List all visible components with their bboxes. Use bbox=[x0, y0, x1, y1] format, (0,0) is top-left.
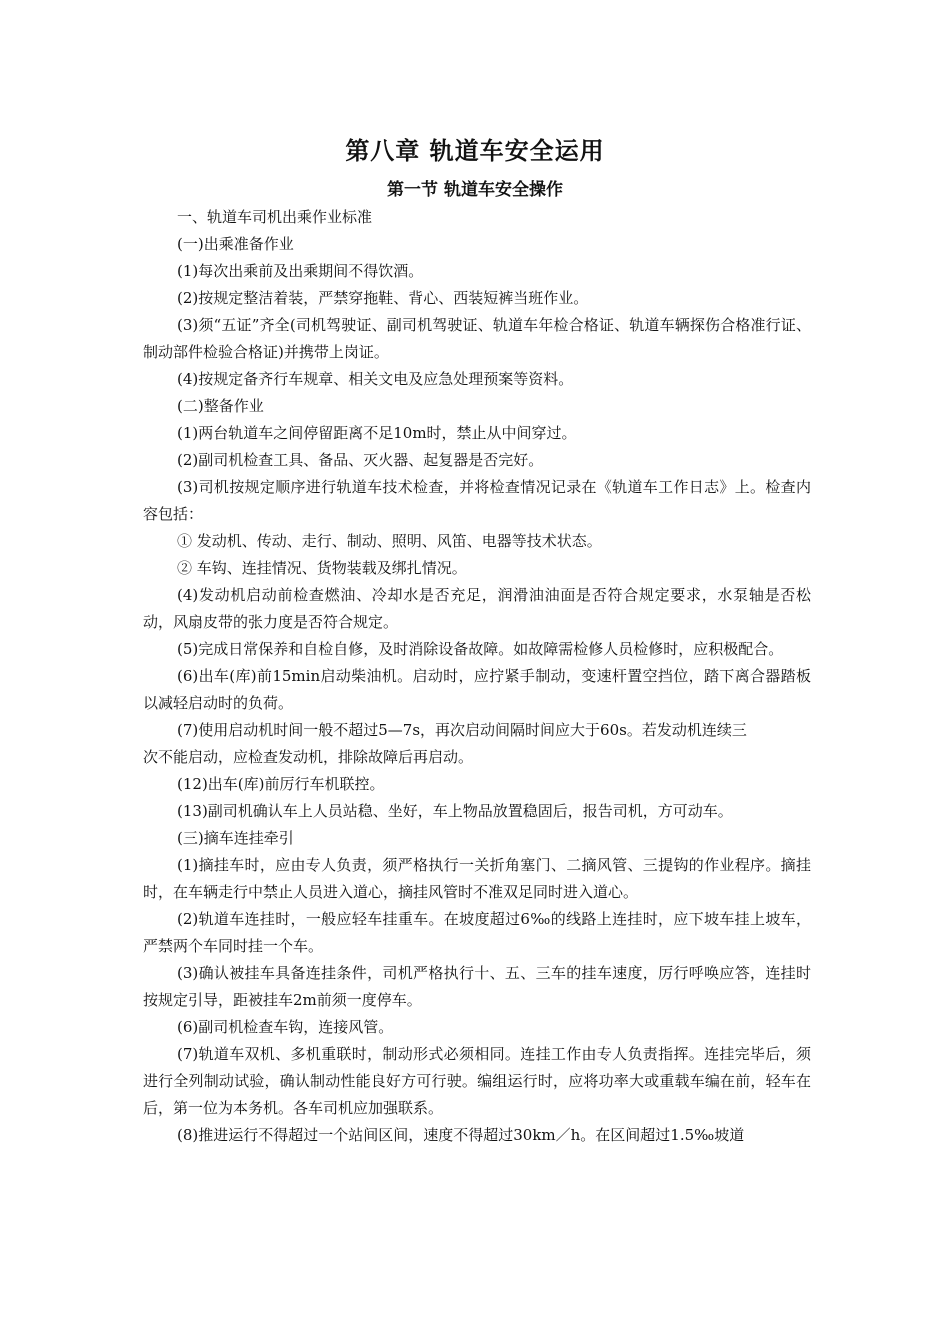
list-item: ① 发动机、传动、走行、制动、照明、风笛、电器等技术状态。 bbox=[177, 532, 602, 550]
subheading-servicing: (二)整备作业 bbox=[177, 397, 264, 415]
paragraph: (1)摘挂车时，应由专人负责，须严格执行一关折角塞门、二摘风管、三提钩的作业程序。摘挂时，在车辆走行中禁止人员进入道心，摘挂风管时不准双足同时进入道心。 bbox=[143, 856, 811, 901]
paragraph: (2)副司机检查工具、备品、灭火器、起复器是否完好。 bbox=[177, 451, 544, 469]
section-title: 第一节 轨道车安全操作 bbox=[387, 180, 563, 200]
paragraph: (12)出车(库)前厉行车机联控。 bbox=[177, 775, 385, 793]
paragraph: (8)推进运行不得超过一个站间区间，速度不得超过30km／h。在区间超过1.5‰坡道 bbox=[177, 1126, 745, 1144]
subheading-coupling: (三)摘车连挂牵引 bbox=[177, 829, 294, 847]
heading-driver-standard: 一、轨道车司机出乘作业标准 bbox=[177, 208, 373, 226]
paragraph: (1)每次出乘前及出乘期间不得饮酒。 bbox=[177, 262, 424, 280]
list-item: ② 车钩、连挂情况、货物装载及绑扎情况。 bbox=[177, 559, 467, 577]
subheading-preparation: (一)出乘准备作业 bbox=[177, 235, 294, 253]
paragraph: (6)副司机检查车钩，连接风管。 bbox=[177, 1018, 394, 1036]
chapter-title: 第八章 轨道车安全运用 bbox=[345, 137, 605, 165]
paragraph: (6)出车(库)前15min启动柴油机。启动时，应拧紧手制动，变速杆置空挡位，踏下离合器踏板以减轻启动时的负荷。 bbox=[143, 667, 811, 712]
paragraph: (3)须“五证”齐全(司机驾驶证、副司机驾驶证、轨道车年检合格证、轨道车辆探伤合格准行证、制动部件检验合格证)并携带上岗证。 bbox=[143, 316, 811, 361]
paragraph: (3)确认被挂车具备连挂条件，司机严格执行十、五、三车的挂车速度，厉行呼唤应答，连挂时按规定引导，距被挂车2m前须一度停车。 bbox=[143, 964, 811, 1009]
paragraph: (7)轨道车双机、多机重联时，制动形式必须相同。连挂工作由专人负责指挥。连挂完毕后，须进行全列制动试验，确认制动性能良好方可行驶。编组运行时，应将功率大或重载车编在前，轻车在后，第一位为本务机。各车司机应加强联系。 bbox=[143, 1045, 811, 1117]
paragraph: (5)完成日常保养和自检自修，及时消除设备故障。如故障需检修人员检修时，应积极配合。 bbox=[177, 640, 784, 658]
paragraph: (2)轨道车连挂时，一般应轻车挂重车。在坡度超过6‰的线路上连挂时，应下坡车挂上坡车，严禁两个车同时挂一个车。 bbox=[143, 910, 811, 955]
paragraph: (13)副司机确认车上人员站稳、坐好，车上物品放置稳固后，报告司机，方可动车。 bbox=[177, 802, 733, 820]
document-body bbox=[143, 204, 811, 1149]
paragraph: (7)使用启动机时间一般不超过5—7s，再次启动间隔时间应大于60s。若发动机连续三 bbox=[177, 721, 747, 739]
paragraph: (3)司机按规定顺序进行轨道车技术检查，并将检查情况记录在《轨道车工作日志》上。检查内容包括： bbox=[143, 478, 811, 523]
paragraph: (4)按规定备齐行车规章、相关文电及应急处理预案等资料。 bbox=[177, 370, 574, 388]
paragraph-continuation: 次不能启动，应检查发动机，排除故障后再启动。 bbox=[143, 748, 474, 766]
paragraph: (2)按规定整洁着装，严禁穿拖鞋、背心、西装短裤当班作业。 bbox=[177, 289, 589, 307]
paragraph: (4)发动机启动前检查燃油、冷却水是否充足，润滑油油面是否符合规定要求，水泵轴是否松动，风扇皮带的张力度是否符合规定。 bbox=[143, 586, 811, 631]
paragraph: (1)两台轨道车之间停留距离不足10m时，禁止从中间穿过。 bbox=[177, 424, 577, 442]
